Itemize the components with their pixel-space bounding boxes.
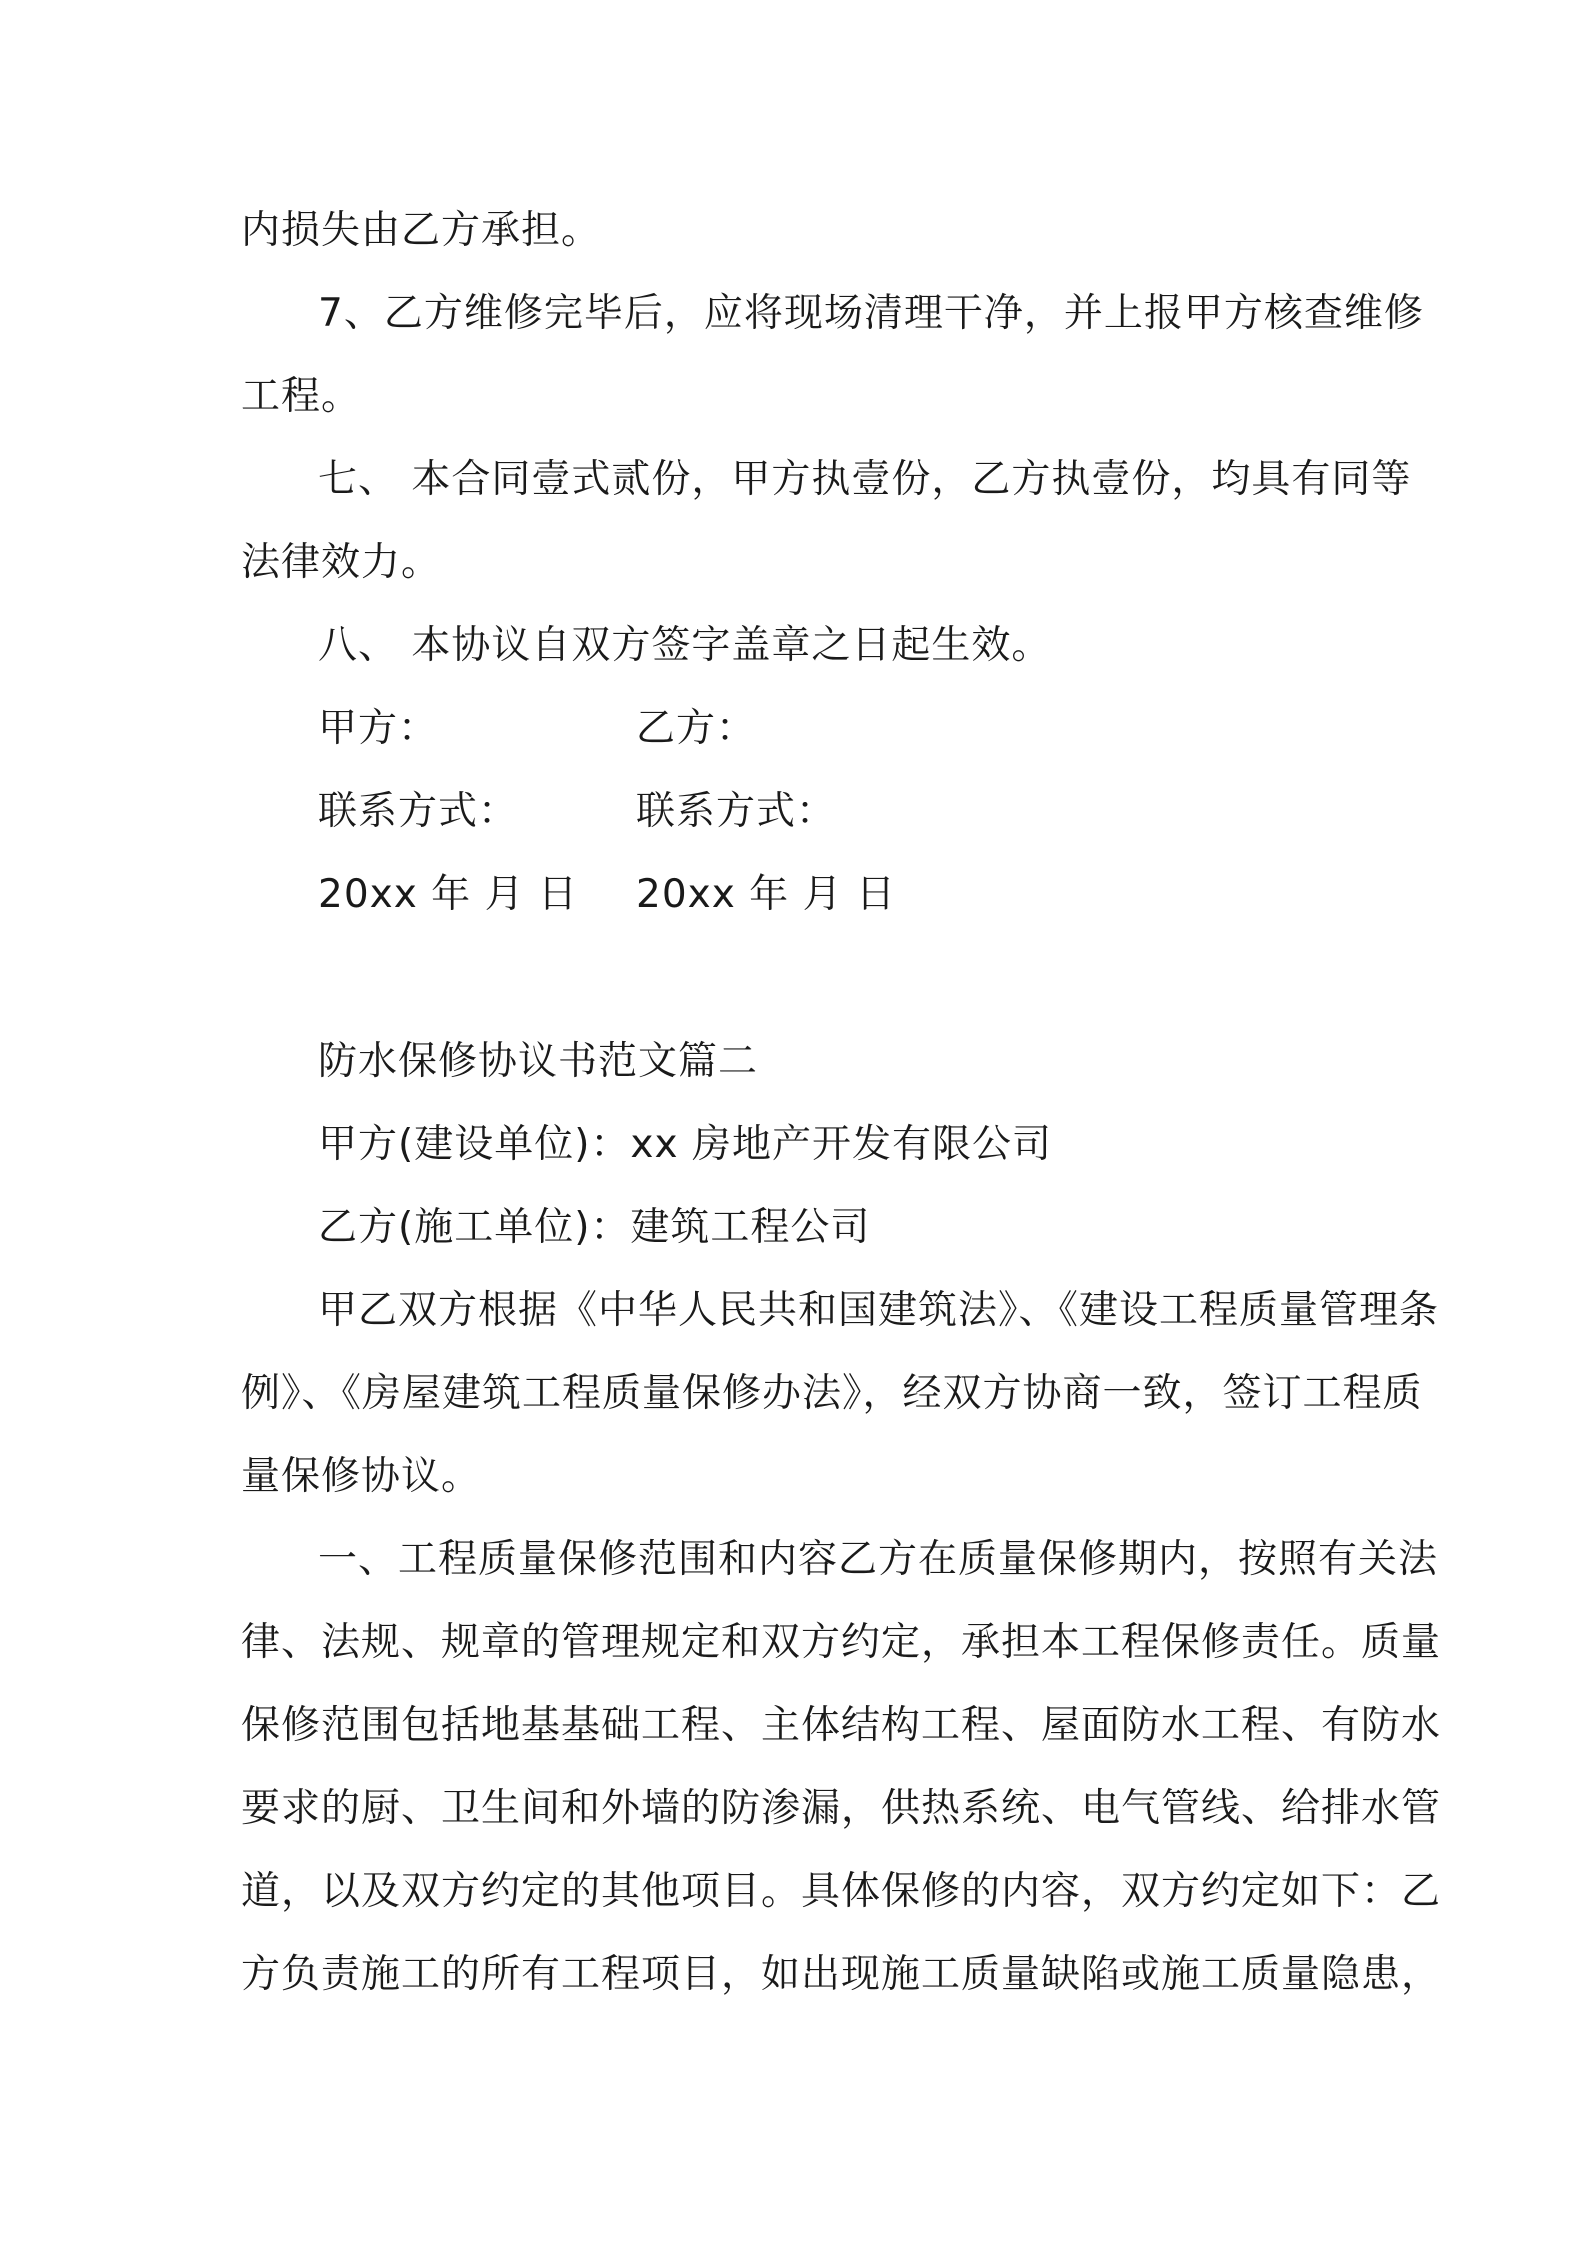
clause-line: 要求的厨、卫生间和外墙的防渗漏，供热系统、电气管线、给排水管 xyxy=(241,1786,1442,1831)
clause-line: 一、工程质量保修范围和内容乙方在质量保修期内，按照有关法 xyxy=(318,1537,1439,1582)
contact-a-label: 联系方式： xyxy=(318,789,519,834)
text-line: 7、乙方维修完毕后，应将现场清理干净，并上报甲方核查维修 xyxy=(318,291,1424,336)
intro-line: 量保修协议。 xyxy=(241,1454,482,1499)
text-line: 七、 本合同壹式贰份，甲方执壹份，乙方执壹份，均具有同等 xyxy=(318,457,1412,502)
clause-line: 道，以及双方约定的其他项目。具体保修的内容，双方约定如下：乙 xyxy=(241,1869,1442,1914)
clause-line: 方负责施工的所有工程项目，如出现施工质量缺陷或施工质量隐患， xyxy=(241,1952,1442,1997)
intro-line: 甲乙双方根据《中华人民共和国建筑法》、《建设工程质量管理条 xyxy=(318,1288,1440,1333)
clause-line: 保修范围包括地基基础工程、主体结构工程、屋面防水工程、有防水 xyxy=(241,1703,1442,1748)
party-a-info: 甲方(建设单位)：xx 房地产开发有限公司 xyxy=(318,1122,1052,1167)
text-line: 工程。 xyxy=(241,374,362,419)
party-b-info: 乙方(施工单位)：建筑工程公司 xyxy=(318,1205,871,1250)
text-line: 法律效力。 xyxy=(241,540,442,585)
intro-line: 例》、《房屋建筑工程质量保修办法》，经双方协商一致，签订工程质 xyxy=(241,1371,1423,1416)
contact-b-label: 联系方式： xyxy=(636,789,837,834)
text-line: 八、 本协议自双方签字盖章之日起生效。 xyxy=(318,623,1052,668)
party-b-label: 乙方： xyxy=(636,706,757,751)
section-title: 防水保修协议书范文篇二 xyxy=(318,1039,759,1084)
party-a-label: 甲方： xyxy=(318,706,439,751)
date-b: 20xx 年 月 日 xyxy=(636,872,896,917)
text-line: 内损失由乙方承担。 xyxy=(241,208,602,253)
date-a: 20xx 年 月 日 xyxy=(318,872,578,917)
clause-line: 律、法规、规章的管理规定和双方约定，承担本工程保修责任。质量 xyxy=(241,1620,1442,1665)
